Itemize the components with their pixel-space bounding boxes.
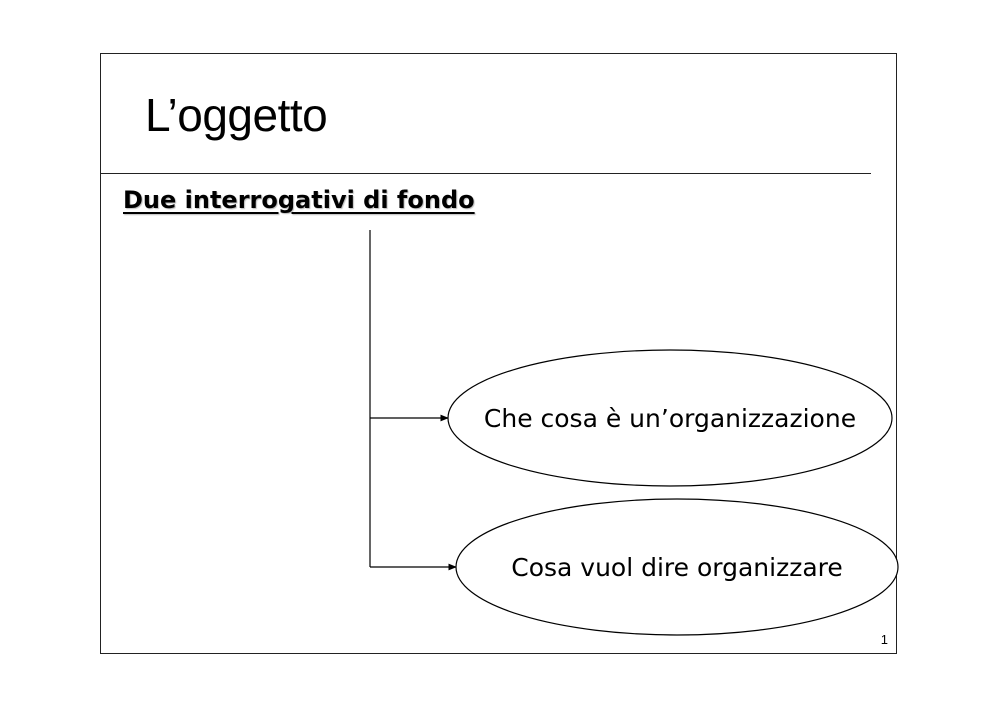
page-number: 1 [880, 632, 888, 647]
ellipse-question-1-label: Che cosa è un’organizzazione [483, 404, 857, 433]
slide-title: L’oggetto [145, 89, 328, 141]
section-heading: Due interrogativi di fondo [123, 186, 475, 214]
slide [100, 53, 897, 654]
question-diagram [101, 54, 898, 655]
ellipse-question-2-label: Cosa vuol dire organizzare [511, 553, 843, 582]
